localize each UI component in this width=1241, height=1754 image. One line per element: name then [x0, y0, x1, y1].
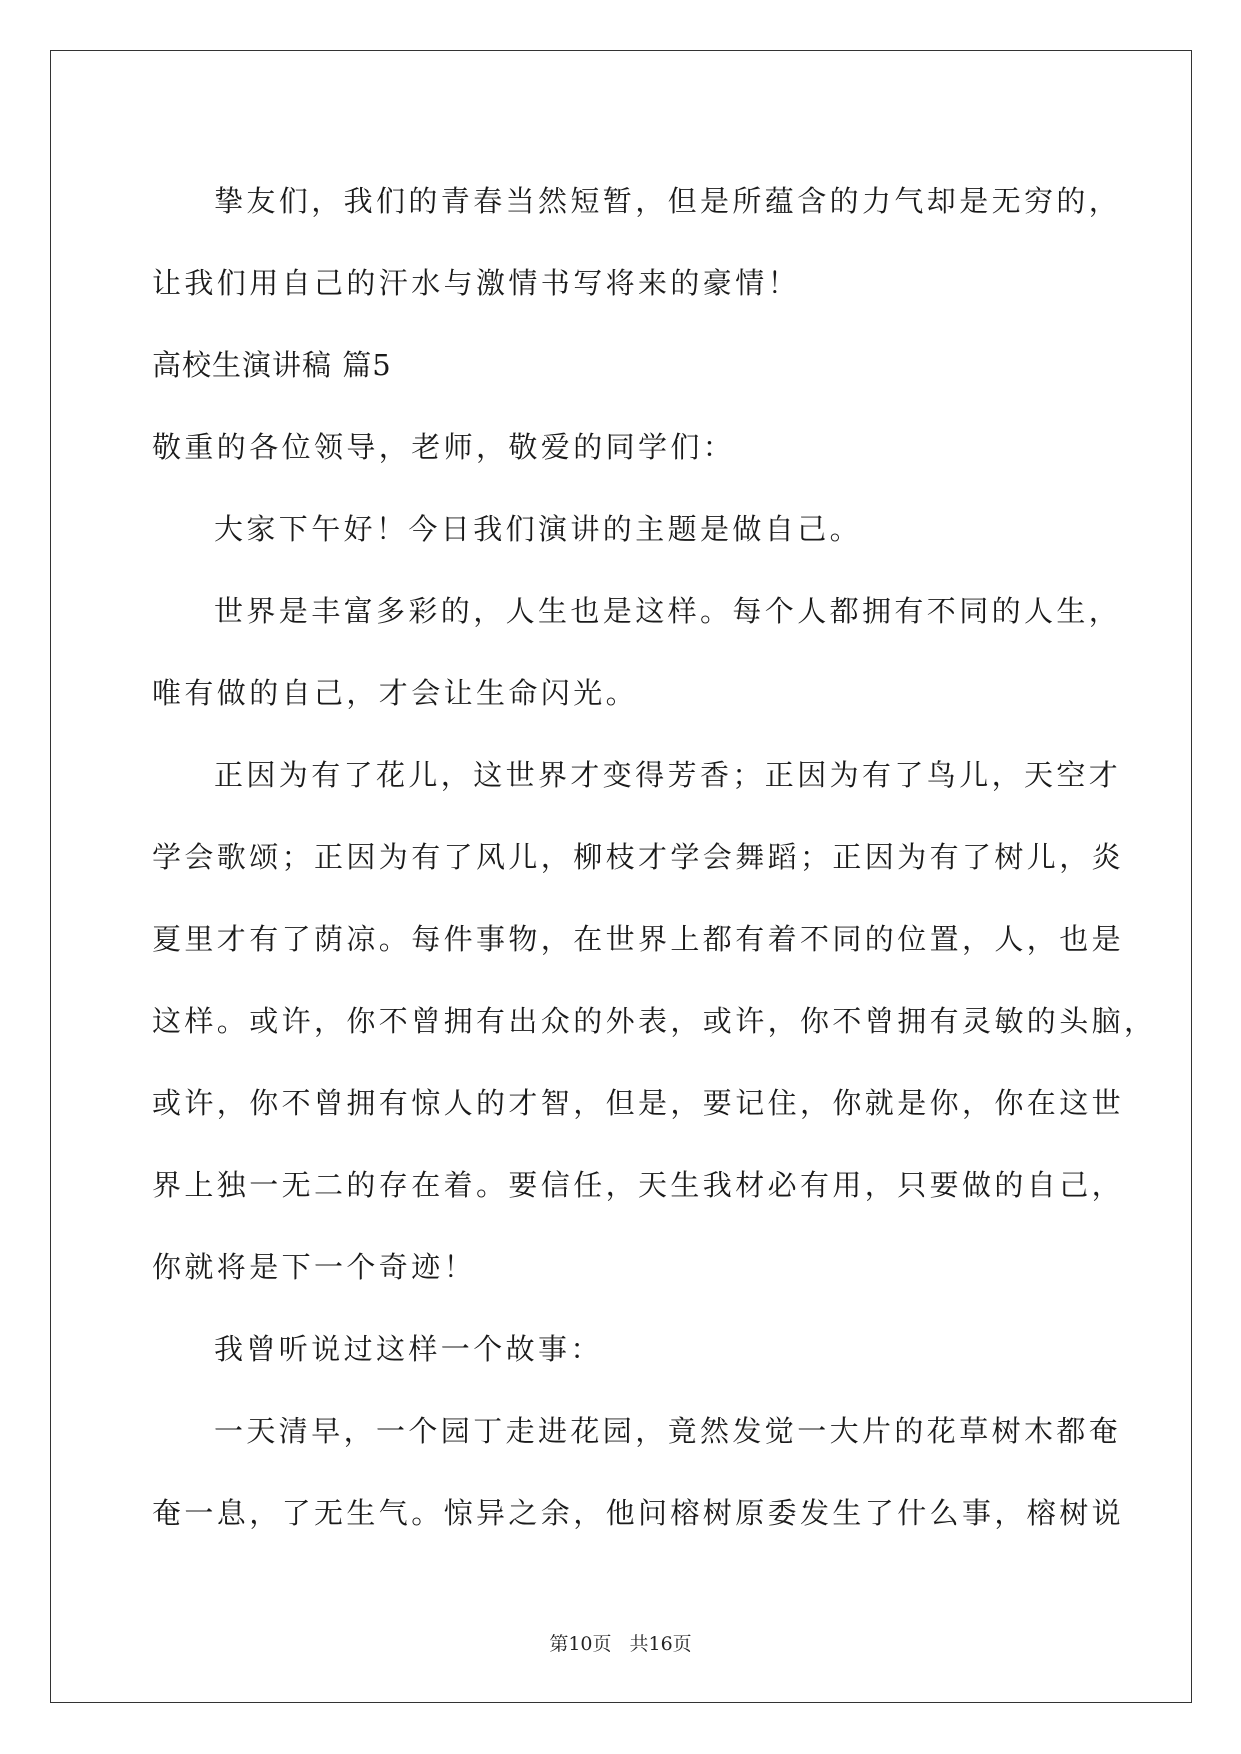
text-line: 奄一息，了无生气。惊异之余，他问榕树原委发生了什么事，榕树说 [152, 1496, 1125, 1530]
text-line: 让我们用自己的汗水与激情书写将来的豪情！ [152, 266, 801, 300]
document-body [152, 160, 1157, 1554]
salutation-line: 敬重的各位领导，老师，敬爱的同学们： [152, 430, 736, 464]
page-number: 第10页 [549, 1633, 612, 1655]
text-line: 夏里才有了荫凉。每件事物，在世界上都有着不同的位置，人，也是 [152, 922, 1125, 956]
text-line: 挚友们，我们的青春当然短暂，但是所蕴含的力气却是无穷的， [214, 184, 1122, 218]
text-line: 一天清早，一个园丁走进花园，竟然发觉一大片的花草树木都奄 [214, 1414, 1122, 1448]
text-line: 你就将是下一个奇迹！ [152, 1250, 477, 1284]
text-line: 界上独一无二的存在着。要信任，天生我材必有用，只要做的自己， [152, 1168, 1125, 1202]
text-line: 大家下午好！今日我们演讲的主题是做自己。 [214, 512, 863, 546]
section-title: 高校生演讲稿 篇5 [152, 348, 392, 382]
text-line: 正因为有了花儿，这世界才变得芳香；正因为有了鸟儿，天空才 [214, 758, 1122, 792]
page-total: 共16页 [629, 1633, 692, 1655]
text-line: 学会歌颂；正因为有了风儿，柳枝才学会舞蹈；正因为有了树儿，炎 [152, 840, 1125, 874]
text-line: 或许，你不曾拥有惊人的才智，但是，要记住，你就是你，你在这世 [152, 1086, 1125, 1120]
text-line: 世界是丰富多彩的，人生也是这样。每个人都拥有不同的人生， [214, 594, 1122, 628]
page-footer [0, 1629, 1241, 1656]
text-line: 我曾听说过这样一个故事： [214, 1332, 603, 1366]
text-line: 这样。或许，你不曾拥有出众的外表，或许，你不曾拥有灵敏的头脑， [152, 1004, 1157, 1038]
text-line: 唯有做的自己，才会让生命闪光。 [152, 676, 639, 710]
